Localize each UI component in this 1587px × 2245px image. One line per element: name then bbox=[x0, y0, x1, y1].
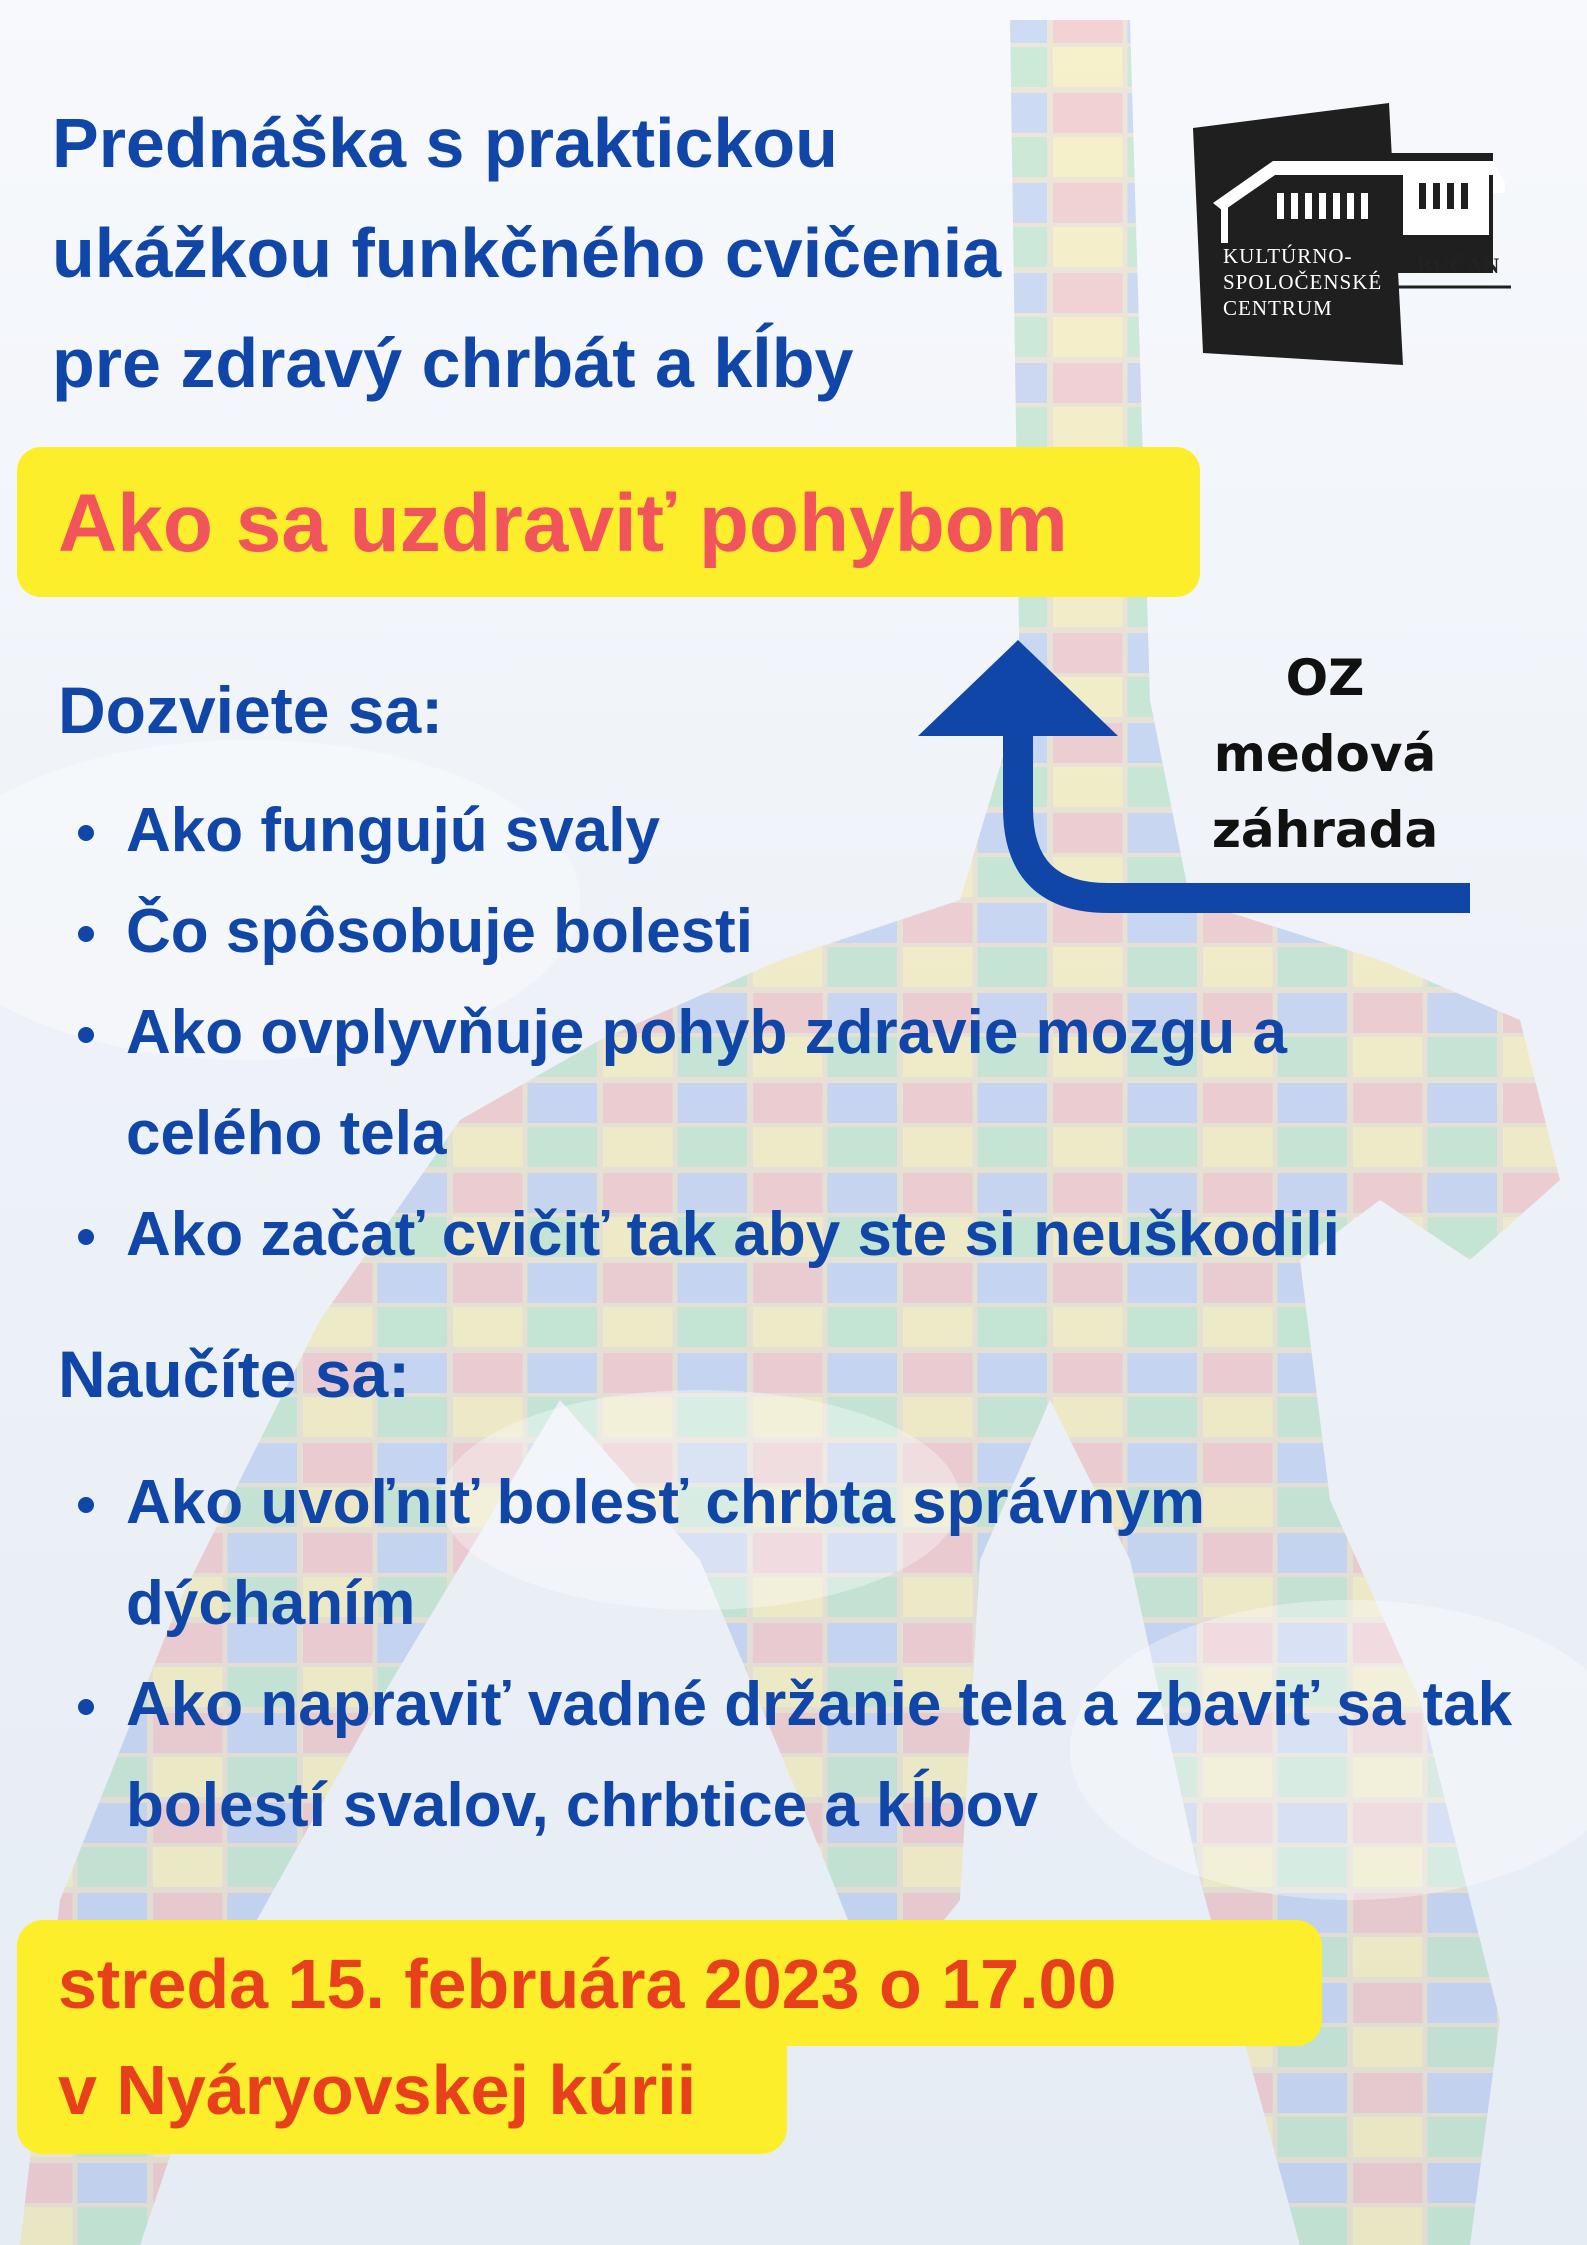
learn-list bbox=[70, 780, 1550, 1285]
logo-town: BUČAN bbox=[1417, 253, 1501, 278]
teach-heading: Naučíte sa: bbox=[58, 1337, 411, 1411]
lecture-title bbox=[52, 88, 1152, 418]
title-line-2: ukážkou funkčného cvičenia bbox=[52, 214, 1002, 292]
event-place: v Nyáryovskej kúrii bbox=[58, 2051, 697, 2129]
list-item: Čo spôsobuje bolesti bbox=[70, 881, 1550, 982]
organizer-line-3: záhrada bbox=[1211, 801, 1439, 859]
title-line-1: Prednáška s praktickou bbox=[52, 104, 838, 182]
list-item: Ako uvoľniť bolesť chrbta správnym dýchaním bbox=[70, 1452, 1426, 1654]
logo-line-3: CENTRUM bbox=[1223, 296, 1333, 320]
organizer-line-2: medová bbox=[1213, 725, 1437, 783]
list-item: Ako fungujú svaly bbox=[70, 780, 1550, 881]
event-date: streda 15. februára 2023 o 17.00 bbox=[58, 1945, 1117, 2023]
learn-heading: Dozviete sa: bbox=[58, 673, 444, 747]
list-item: Ako začať cvičiť tak aby ste si neuškodili bbox=[70, 1184, 1550, 1285]
organizer-line-1: OZ bbox=[1285, 649, 1365, 707]
cultural-center-logo bbox=[1193, 103, 1513, 365]
list-item: Ako napraviť vadné držanie tela a zbaviť sa tak bolestí svalov, chrbtice a kĺbov bbox=[70, 1654, 1526, 1856]
teach-list bbox=[70, 1452, 1550, 1856]
subtitle: Ako sa uzdraviť pohybom bbox=[58, 478, 1068, 569]
list-item: Ako ovplyvňuje pohyb zdravie mozgu a celého tela bbox=[70, 982, 1486, 1184]
title-line-3: pre zdravý chrbát a kĺby bbox=[52, 324, 854, 402]
logo-line-2: SPOLOČENSKÉ bbox=[1223, 270, 1383, 294]
logo-line-1: KULTÚRNO- bbox=[1223, 244, 1353, 268]
